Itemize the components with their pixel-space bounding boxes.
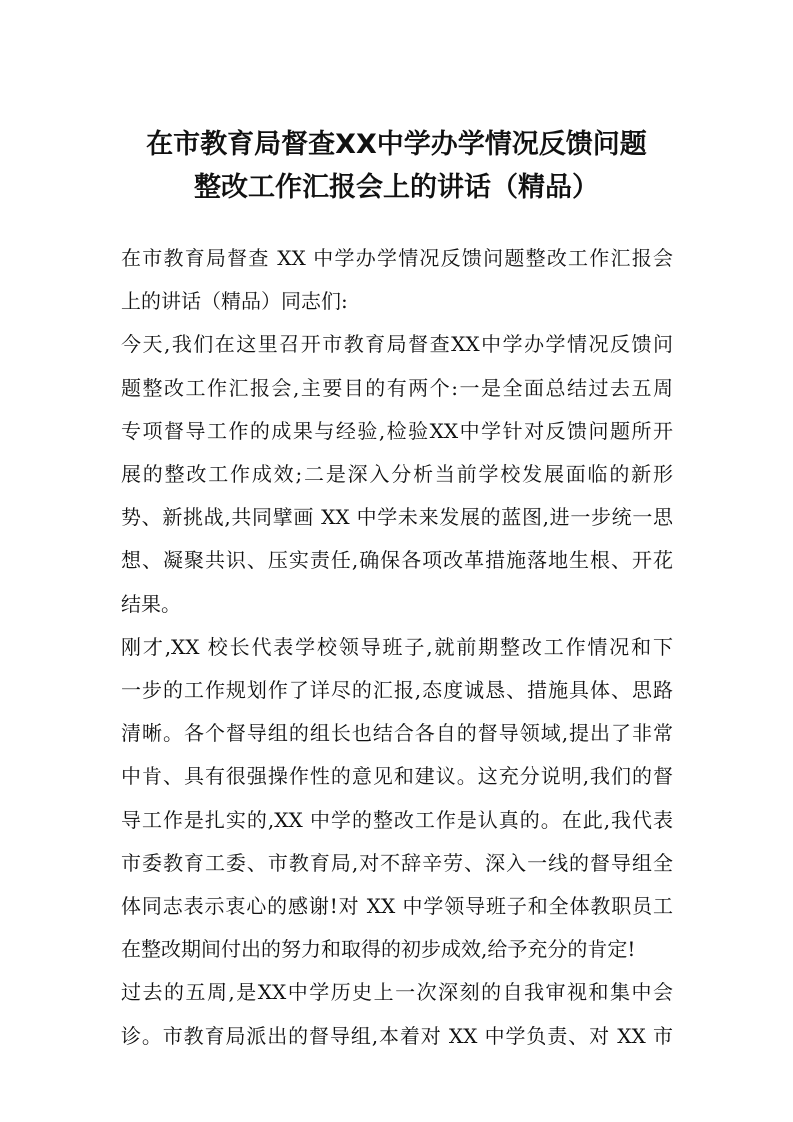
body-text-line: 结果。: [121, 591, 181, 616]
body-text-line: 上的讲话（精品）同志们:: [121, 289, 348, 314]
body-text-line: 过去的五周,是XX中学历史上一次深刻的自我审视和集中会: [121, 980, 673, 1005]
body-text-line: 今天,我们在这里召开市教育局督查XX中学办学情况反馈问: [121, 332, 673, 357]
body-text-line: 中肯、具有很强操作性的意见和建议。这充分说明,我们的督: [121, 764, 673, 789]
body-text-line: 在市教育局督查 XX 中学办学情况反馈问题整改工作汇报会: [121, 246, 673, 270]
body-text-line: 清晰。各个督导组的组长也结合各自的督导领域,提出了非常: [121, 721, 673, 746]
body-text-line: 在整改期间付出的努力和取得的初步成效,给予充分的肯定!: [121, 937, 636, 962]
body-text-line: 诊。市教育局派出的督导组,本着对 XX 中学负责、对 XX 市: [121, 1023, 673, 1048]
body-text-line: 刚才,XX 校长代表学校领导班子,就前期整改工作情况和下: [121, 634, 673, 659]
document-title-line-2: 整改工作汇报会上的讲话（精品）: [194, 172, 599, 203]
body-text-line: 一步的工作规划作了详尽的汇报,态度诚恳、措施具体、思路: [121, 678, 673, 702]
body-text-line: 想、凝聚共识、压实责任,确保各项改革措施落地生根、开花: [121, 548, 673, 573]
body-text-line: 导工作是扎实的,XX 中学的整改工作是认真的。在此,我代表: [121, 807, 673, 832]
body-text-line: 市委教育工委、市教育局,对不辞辛劳、深入一线的督导组全: [121, 850, 673, 875]
body-text-line: 势、新挑战,共同擘画 XX 中学未来发展的蓝图,进一步统一思: [121, 505, 673, 530]
body-text-line: 题整改工作汇报会,主要目的有两个:一是全面总结过去五周: [121, 375, 673, 400]
body-text-line: 专项督导工作的成果与经验,检验XX中学针对反馈问题所开: [121, 418, 673, 443]
body-text-line: 体同志表示衷心的感谢!对 XX 中学领导班子和全体教职员工: [121, 894, 673, 918]
document-title-line-1: 在市教育局督查XX中学办学情况反馈问题: [146, 129, 647, 160]
body-text-line: 展的整改工作成效;二是深入分析当前学校发展面临的新形: [121, 462, 673, 486]
